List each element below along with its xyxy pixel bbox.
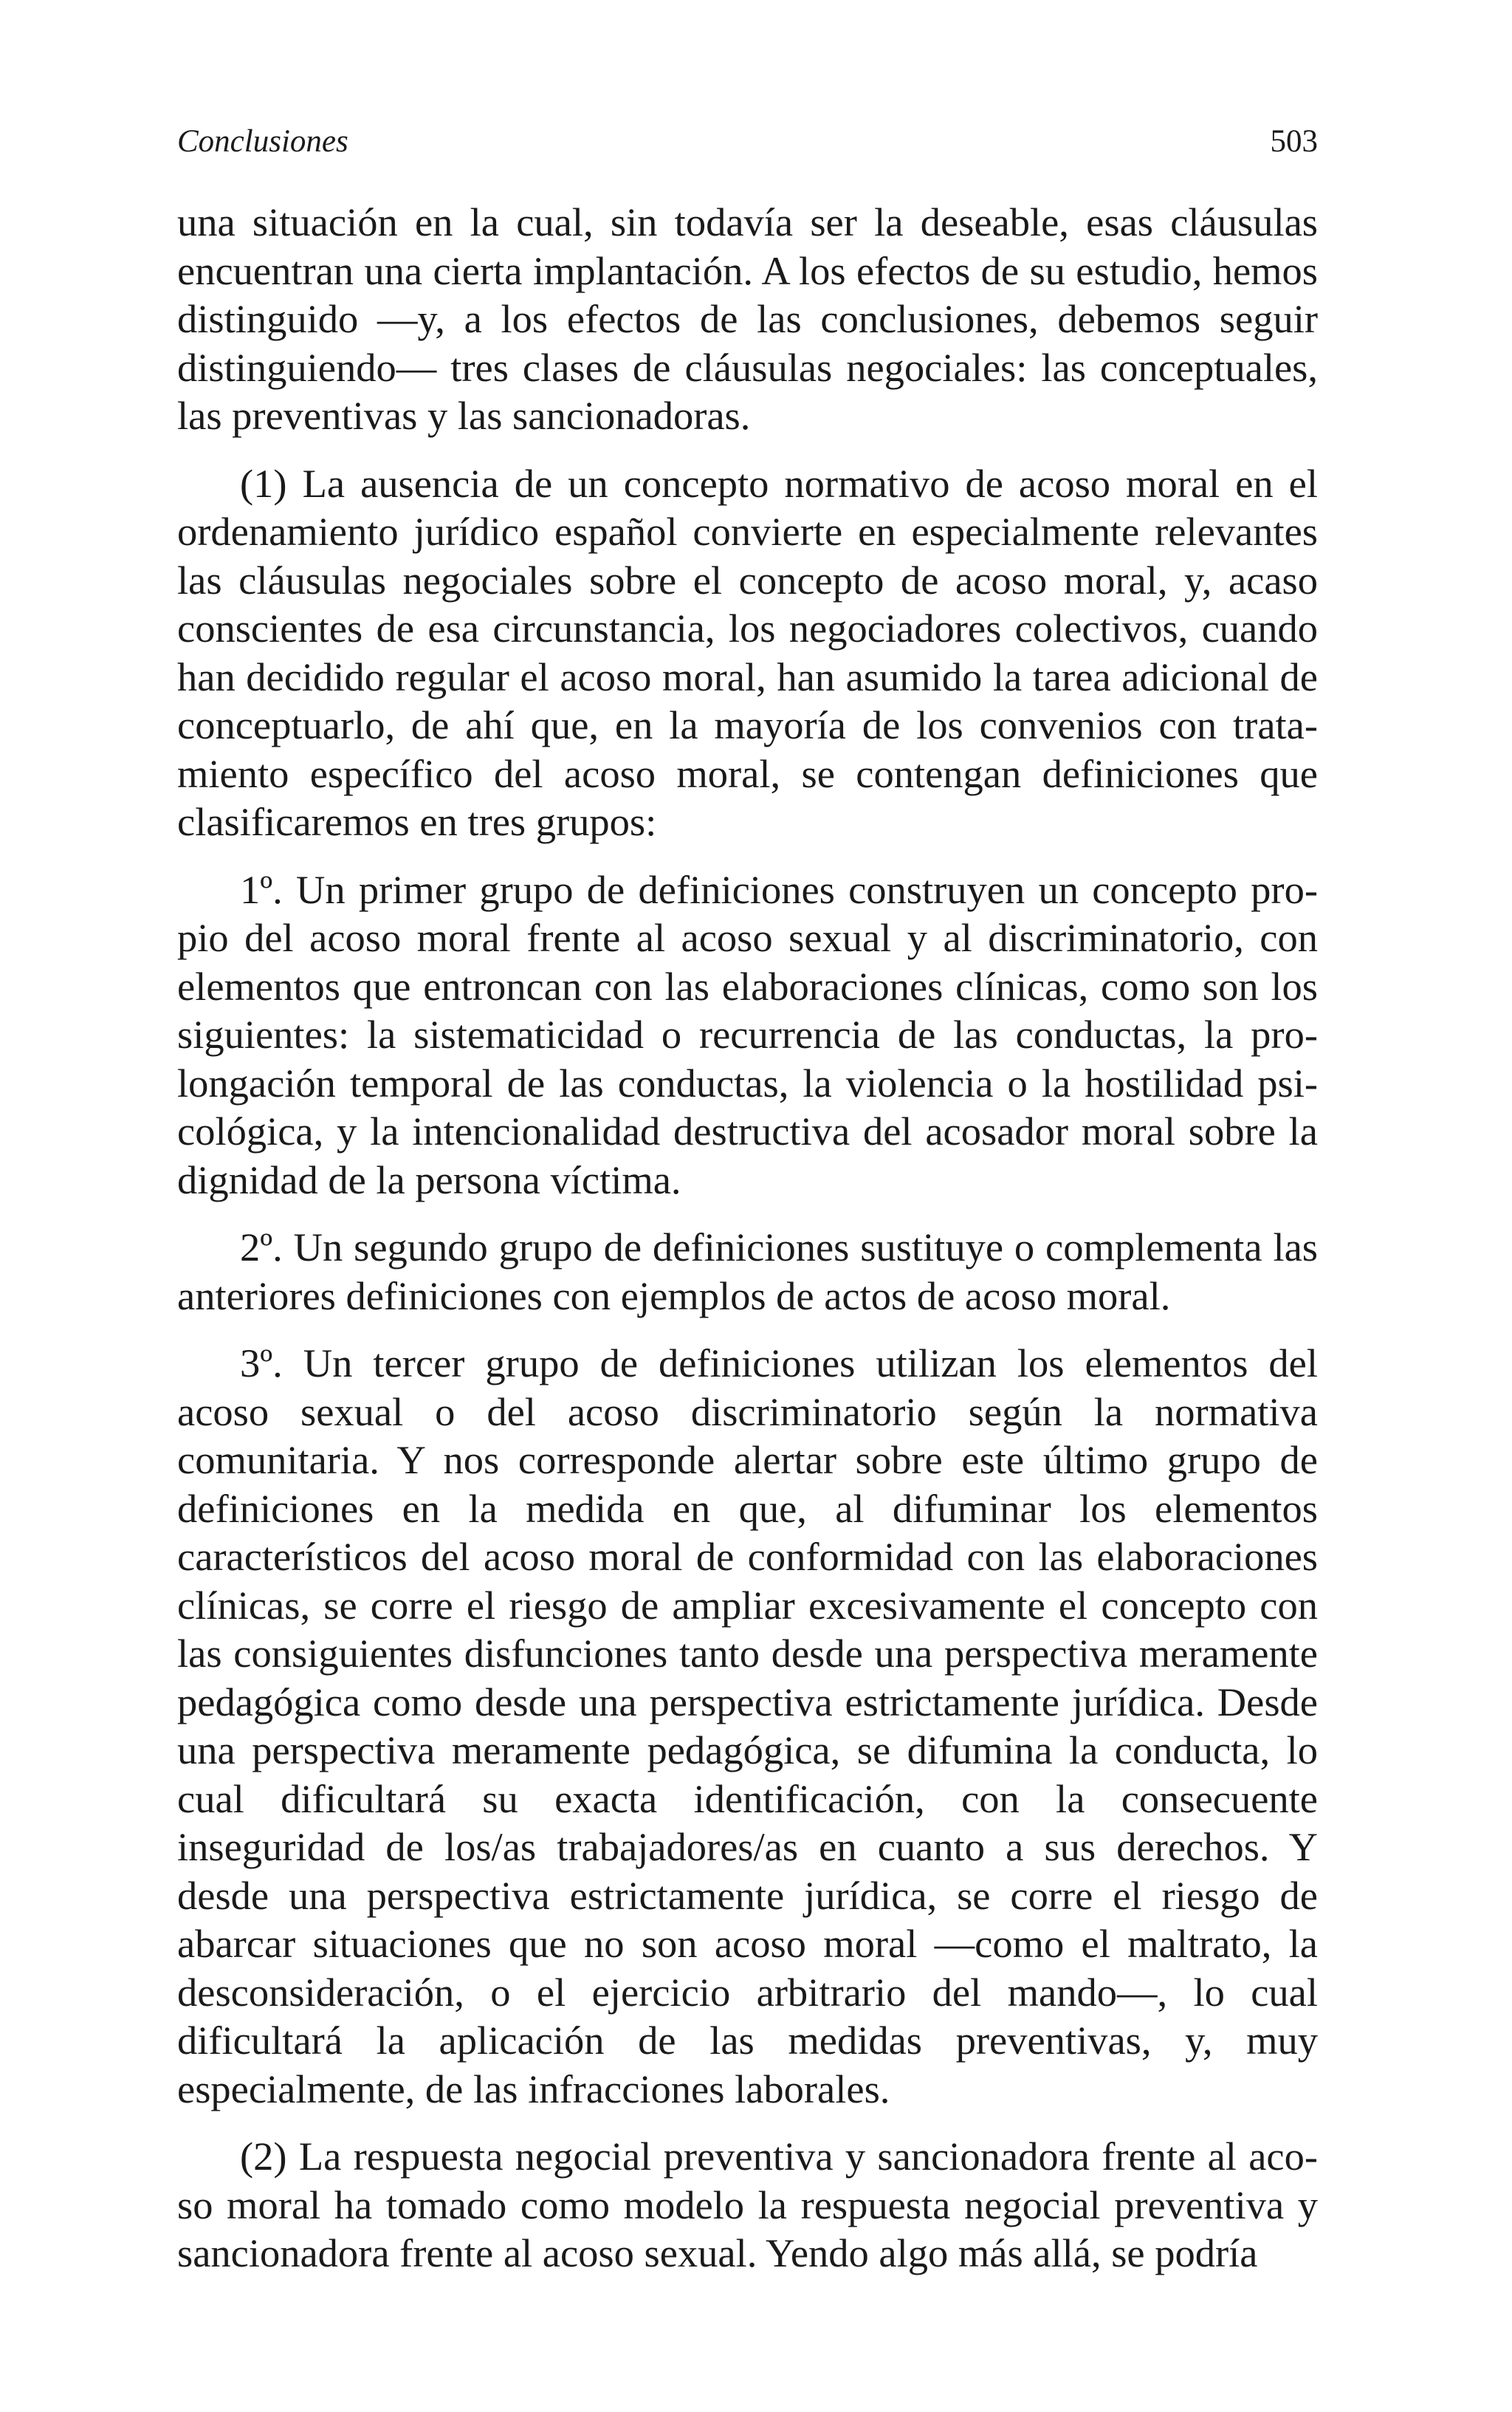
running-title: Conclusiones: [177, 124, 348, 159]
paragraph-continued: una situación en la cual, sin todavía ser la deseable, esas cláusulas encuentran una cierta implantación. A los efectos de su estudio, hemos distinguido —y, a los efectos de las conclusiones, debemos seguir distinguiendo— tres clases de cláusulas negociales: las conceptuales, las preventivas y las sancionadoras.: [177, 199, 1318, 438]
page-number: 503: [1270, 124, 1318, 159]
paragraph-point-1: (1) La ausencia de un concepto normativo de acoso moral en el ordenamiento jurídico español convierte en especialmente relevantes las cláusulas negociales sobre el concepto de acoso moral, y, acaso conscientes de esa circunstancia, los negociadores colectivos, cuando han decidido regular el acoso moral, han asumido la tarea adicional de conceptuarlo, de ahí que, en la mayoría de los convenios con tratamiento específico del acoso moral, se contengan definiciones que clasificaremos en tres grupos:: [177, 460, 1318, 844]
paragraph-group-3: 3º. Un tercer grupo de definiciones utilizan los elementos del acoso sexual o del acoso discriminatorio según la normativa comunitaria. Y nos corresponde alertar sobre este último grupo de definiciones en la medida en que, al difuminar los elementos característicos del acoso moral de conformidad con las elaboraciones clínicas, se corre el riesgo de ampliar excesivamente el concepto con las consiguientes disfunciones tanto desde una perspectiva meramente pedagógica como desde una perspectiva estrictamente jurídica. Desde una perspectiva meramente pedagógica, se difumina la conducta, lo cual dificultará su exacta identificación, con la consecuente inseguridad de los/as trabajadores/as en cuanto a sus derechos. Y desde una perspectiva estrictamente jurídica, se corre el riesgo de abarcar situaciones que no son acoso moral —como el maltrato, la desconsideración, o el ejercicio arbitrario del mando—, lo cual dificultará la aplicación de las medidas preventivas, y, muy especialmente, de las infracciones laborales.: [177, 1340, 1318, 2111]
paragraph-point-2: (2) La respuesta negocial preventiva y sancionadora frente al acoso moral ha tomado como modelo la respuesta negocial preventiva y sancionadora frente al acoso sexual. Yendo algo más allá, se podría: [177, 2134, 1318, 2275]
paragraph-group-2: 2º. Un segundo grupo de definiciones sustituye o complementa las anteriores definiciones con ejemplos de actos de acoso moral.: [177, 1224, 1318, 1318]
paragraph-group-1: 1º. Un primer grupo de definiciones construyen un concepto propio del acoso moral frente al acoso sexual y al discriminatorio, con elementos que entroncan con las elaboraciones clínicas, como son los siguientes: la sistematicidad o recurrencia de las conductas, la prolongación temporal de las conductas, la violencia o la hostilidad psicológica, y la intencionalidad destructiva del acosador moral sobre la dignidad de la persona víctima.: [177, 866, 1318, 1202]
body-text: [177, 198, 1318, 2278]
running-head: [177, 126, 1318, 157]
book-page: [177, 126, 1318, 2278]
